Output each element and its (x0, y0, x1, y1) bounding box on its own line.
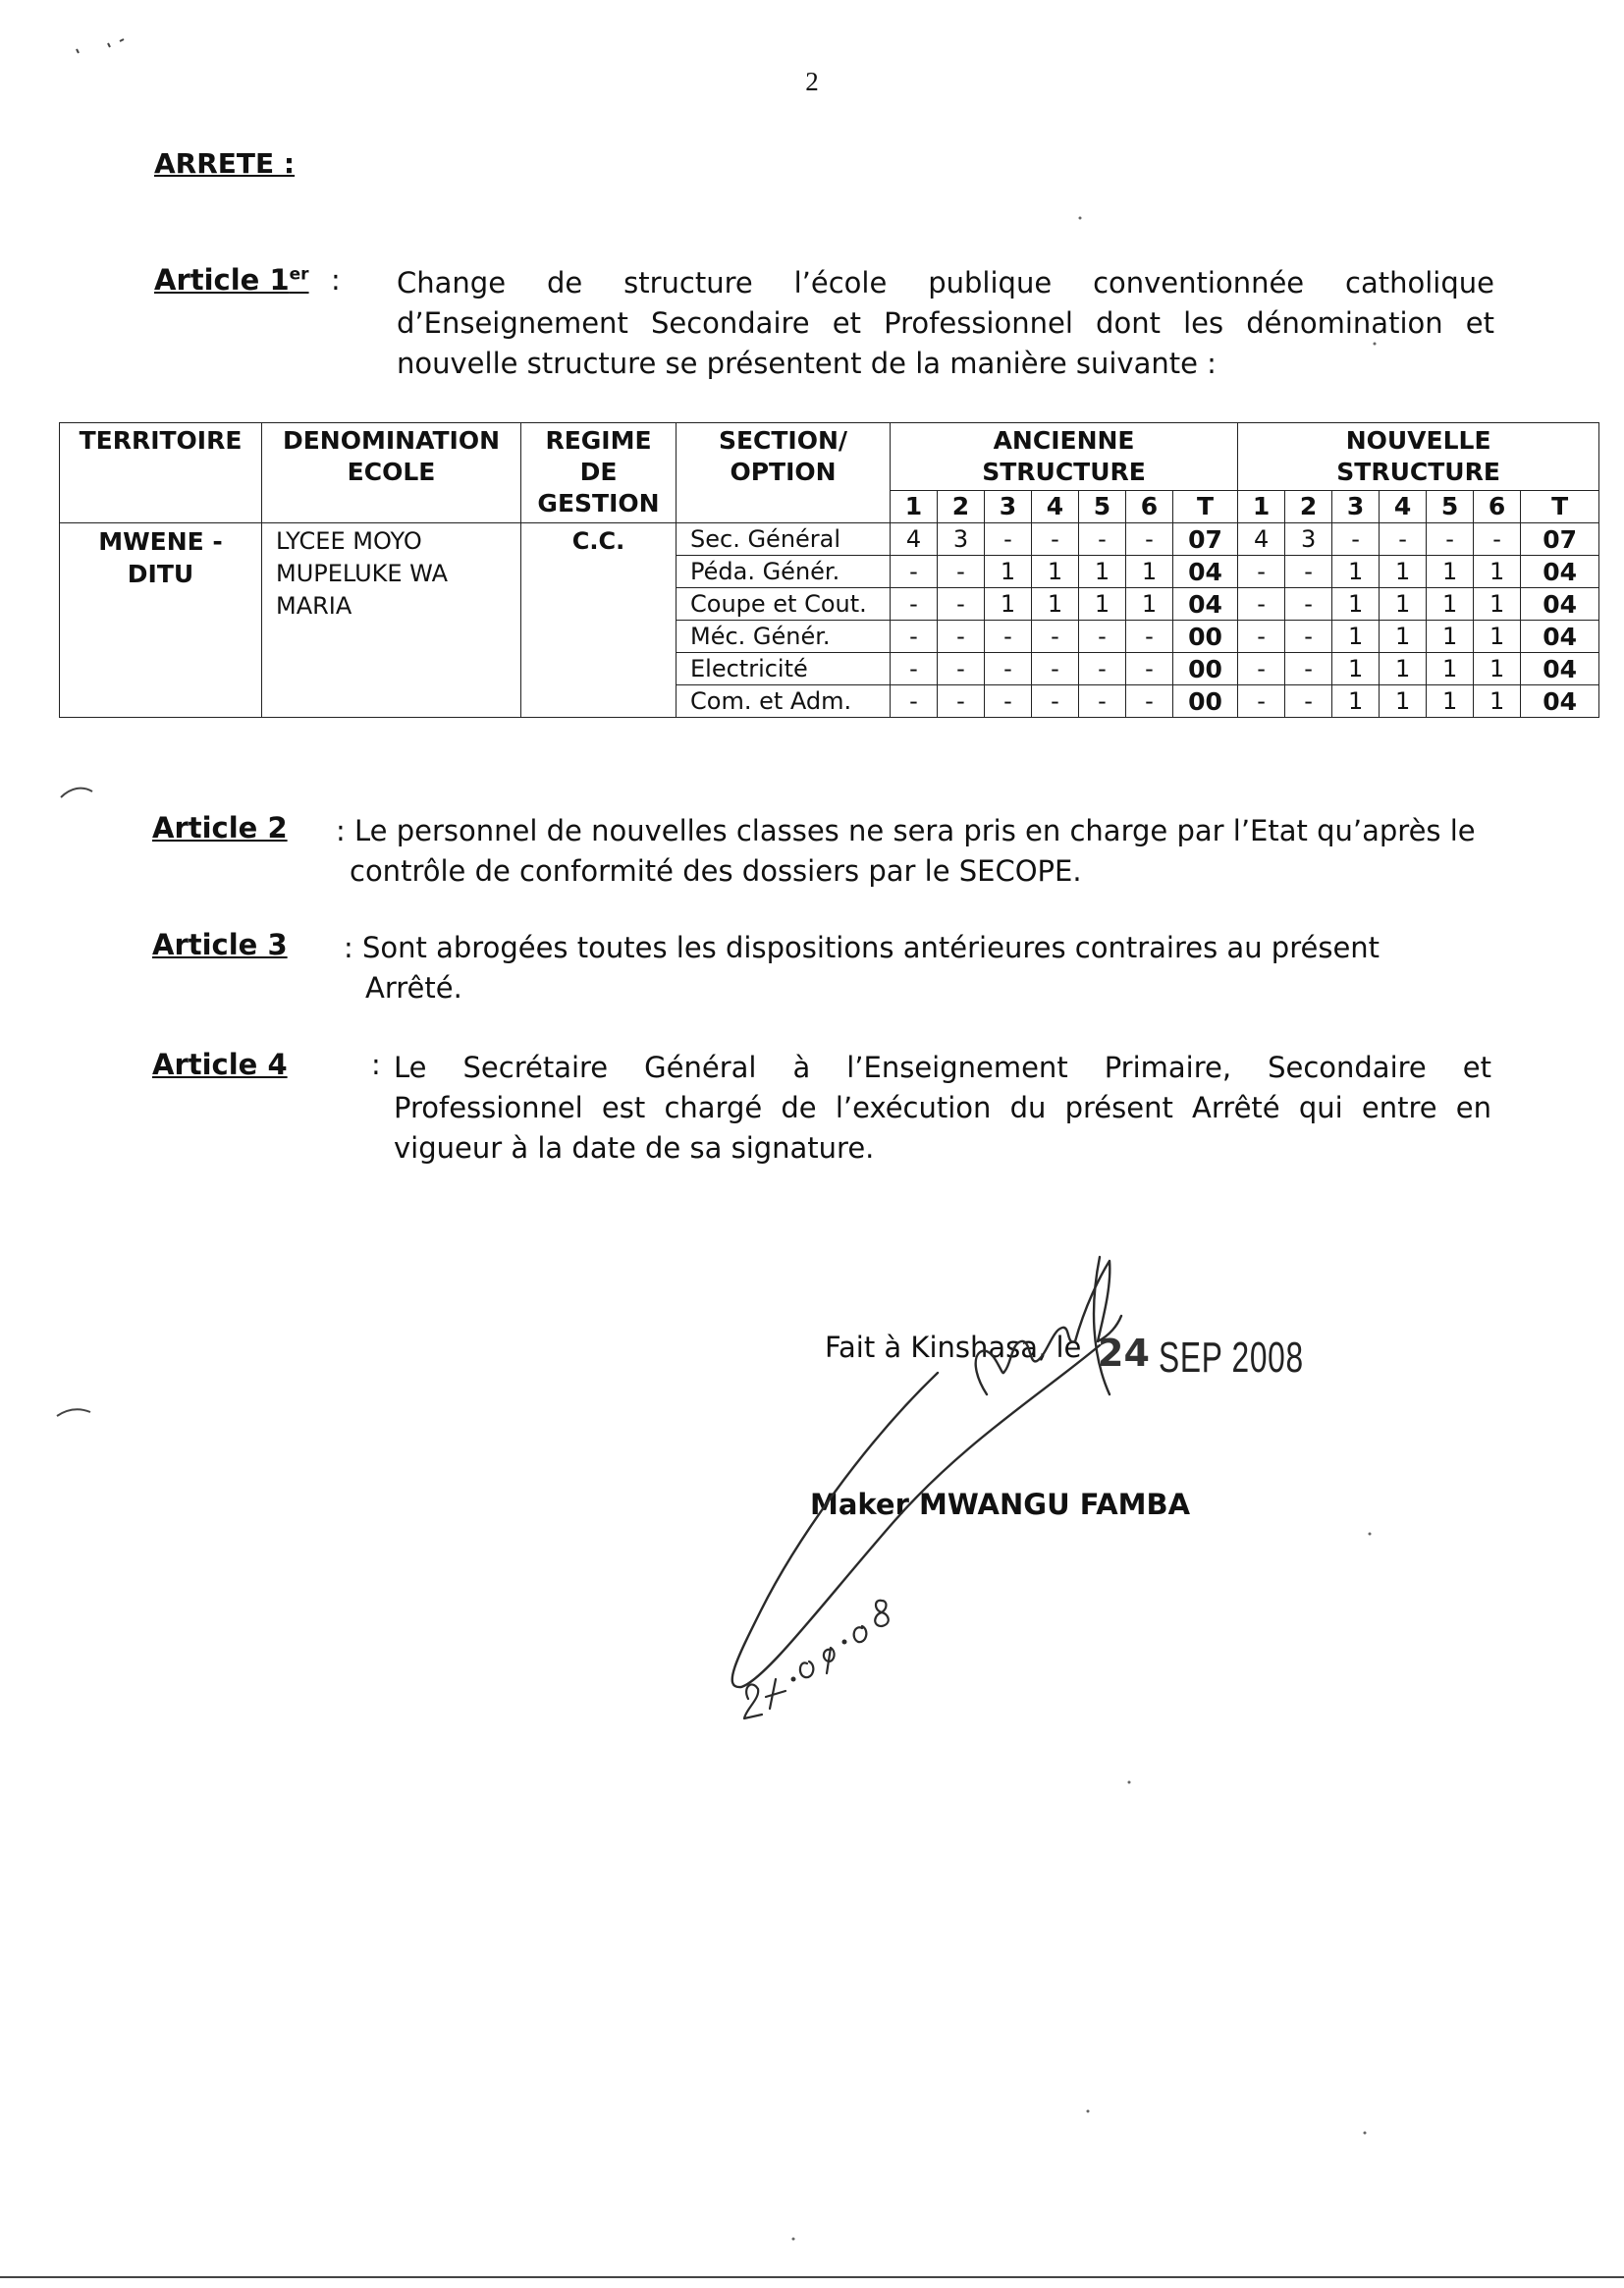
subheader-cell: 6 (1474, 491, 1521, 523)
ancienne-cell: - (1126, 653, 1173, 685)
subheader-cell: 5 (1079, 491, 1126, 523)
ancienne-cell: - (938, 685, 985, 718)
signer-name: Maker MWANGU FAMBA (810, 1488, 1191, 1521)
cell-section: Sec. Général (677, 523, 891, 556)
nouvelle-cell: - (1238, 556, 1285, 588)
nouvelle-cell: 1 (1380, 653, 1427, 685)
subheader-cell: 1 (1238, 491, 1285, 523)
ancienne-cell: - (1079, 685, 1126, 718)
nouvelle-cell: 1 (1474, 588, 1521, 621)
ancienne-cell: - (938, 653, 985, 685)
nouvelle-cell: - (1238, 621, 1285, 653)
nouvelle-cell: 3 (1285, 523, 1332, 556)
ancienne-cell: 1 (1126, 588, 1173, 621)
ancienne-cell: - (938, 588, 985, 621)
cell-section: Coupe et Cout. (677, 588, 891, 621)
subheader-cell: 5 (1427, 491, 1474, 523)
subheader-cell: 3 (985, 491, 1032, 523)
nouvelle-cell: 1 (1427, 653, 1474, 685)
cell-ecole: LYCEE MOYO MUPELUKE WA MARIA (262, 523, 521, 718)
ancienne-cell: 1 (1032, 556, 1079, 588)
cell-section: Péda. Génér. (677, 556, 891, 588)
ancienne-cell: - (1079, 523, 1126, 556)
nouvelle-cell: - (1380, 523, 1427, 556)
article-1-line: d’Enseignement Secondaire et Professionnel dont les dénomination et (397, 306, 1494, 340)
table-header-row (60, 423, 1599, 491)
cell-regime: C.C. (521, 523, 677, 718)
table-body (60, 523, 1599, 718)
nouvelle-cell: 1 (1380, 556, 1427, 588)
nouvelle-cell: - (1285, 685, 1332, 718)
cell-section: Electricité (677, 653, 891, 685)
nouvelle-cell: - (1285, 653, 1332, 685)
handwritten-signature (687, 1247, 1218, 1758)
subheader-cell: T (1173, 491, 1238, 523)
article-2-title: Article 2 (152, 811, 288, 844)
header-nouvelle-structure: NOUVELLE STRUCTURE (1238, 423, 1599, 491)
nouvelle-cell: 04 (1521, 653, 1599, 685)
article-2-line: : Le personnel de nouvelles classes ne sera pris en charge par l’Etat qu’après le (336, 814, 1476, 847)
nouvelle-cell: 1 (1332, 653, 1380, 685)
article-3-line: : Sont abrogées toutes les dispositions antérieures contraires au présent (344, 931, 1380, 964)
ancienne-cell: - (1126, 523, 1173, 556)
nouvelle-cell: 1 (1332, 588, 1380, 621)
nouvelle-cell: 1 (1332, 685, 1380, 718)
ancienne-cell: - (985, 523, 1032, 556)
article-4-line: Le Secrétaire Général à l’Enseignement Primaire, Secondaire et (394, 1051, 1491, 1084)
header-ancienne-structure: ANCIENNE STRUCTURE (891, 423, 1238, 491)
subheader-cell: T (1521, 491, 1599, 523)
nouvelle-cell: 1 (1332, 621, 1380, 653)
ancienne-cell: - (891, 685, 938, 718)
ancienne-cell: 04 (1173, 556, 1238, 588)
article-4-line: vigueur à la date de sa signature. (394, 1131, 875, 1165)
header-territoire: TERRITOIRE (60, 423, 262, 523)
nouvelle-cell: - (1238, 588, 1285, 621)
subheader-cell: 4 (1380, 491, 1427, 523)
article-1-line: nouvelle structure se présentent de la manière suivante : (397, 347, 1217, 380)
heading-arrete: ARRETE : (154, 147, 296, 180)
subheader-cell: 2 (1285, 491, 1332, 523)
ancienne-cell: - (891, 588, 938, 621)
nouvelle-cell: - (1332, 523, 1380, 556)
nouvelle-cell: 1 (1427, 621, 1474, 653)
subheader-cell: 4 (1032, 491, 1079, 523)
nouvelle-cell: 1 (1380, 588, 1427, 621)
nouvelle-cell: - (1285, 556, 1332, 588)
ancienne-cell: - (1032, 621, 1079, 653)
ancienne-cell: - (1032, 685, 1079, 718)
ancienne-cell: 00 (1173, 621, 1238, 653)
subheader-cell: 3 (1332, 491, 1380, 523)
page-number: 2 (805, 67, 819, 96)
ancienne-cell: - (1079, 653, 1126, 685)
cell-territoire: MWENE - DITU (60, 523, 262, 718)
subheader-cell: 1 (891, 491, 938, 523)
nouvelle-cell: 07 (1521, 523, 1599, 556)
ancienne-cell: 1 (1032, 588, 1079, 621)
nouvelle-cell: 04 (1521, 621, 1599, 653)
ancienne-cell: - (938, 621, 985, 653)
article-1-colon: : (331, 263, 341, 297)
cell-section: Com. et Adm. (677, 685, 891, 718)
nouvelle-cell: 1 (1474, 653, 1521, 685)
table-row (60, 523, 1599, 556)
article-1-text (397, 263, 1494, 384)
nouvelle-cell: 4 (1238, 523, 1285, 556)
nouvelle-cell: 04 (1521, 685, 1599, 718)
nouvelle-cell: 1 (1474, 685, 1521, 718)
article-3-title: Article 3 (152, 928, 288, 961)
article-3-line: Arrêté. (365, 971, 462, 1005)
nouvelle-cell: 1 (1427, 685, 1474, 718)
nouvelle-cell: - (1238, 685, 1285, 718)
header-section: SECTION/ OPTION (677, 423, 891, 523)
ancienne-cell: 3 (938, 523, 985, 556)
ancienne-cell: 00 (1173, 685, 1238, 718)
ancienne-cell: 4 (891, 523, 938, 556)
article-2-line: contrôle de conformité des dossiers par le SECOPE. (350, 854, 1082, 888)
ancienne-cell: - (1032, 523, 1079, 556)
nouvelle-cell: 1 (1474, 556, 1521, 588)
ancienne-cell: 07 (1173, 523, 1238, 556)
article-2-text (336, 811, 1494, 892)
ancienne-cell: - (891, 556, 938, 588)
nouvelle-cell: 1 (1380, 621, 1427, 653)
ancienne-cell: - (891, 653, 938, 685)
subheader-cell: 6 (1126, 491, 1173, 523)
ancienne-cell: 00 (1173, 653, 1238, 685)
nouvelle-cell: 1 (1427, 588, 1474, 621)
ancienne-cell: 04 (1173, 588, 1238, 621)
ancienne-cell: 1 (985, 588, 1032, 621)
ancienne-cell: - (985, 653, 1032, 685)
place-and-date-label: Fait à Kinshasa, le (825, 1331, 1082, 1364)
ancienne-cell: - (938, 556, 985, 588)
nouvelle-cell: 1 (1380, 685, 1427, 718)
bottom-rule (0, 2276, 1624, 2278)
article-1-line: Change de structure l’école publique conventionnée catholique (397, 266, 1494, 300)
date-day-stamp: 24 (1098, 1332, 1150, 1375)
ancienne-cell: 1 (1079, 556, 1126, 588)
article-1-title: Article 1er (154, 263, 309, 297)
header-denomination: DENOMINATION ECOLE (262, 423, 521, 523)
ancienne-cell: 1 (1079, 588, 1126, 621)
article-4-text (394, 1048, 1491, 1169)
article-4-line: Professionnel est chargé de l’exécution du présent Arrêté qui entre en (394, 1091, 1491, 1124)
article-4-colon: : (371, 1048, 381, 1081)
ancienne-cell: - (1126, 685, 1173, 718)
article-4-title: Article 4 (152, 1048, 288, 1081)
ancienne-cell: - (1126, 621, 1173, 653)
nouvelle-cell: 1 (1427, 556, 1474, 588)
nouvelle-cell: 1 (1332, 556, 1380, 588)
nouvelle-cell: - (1285, 621, 1332, 653)
ancienne-cell: 1 (1126, 556, 1173, 588)
ancienne-cell: - (985, 685, 1032, 718)
date-stamp: SEP 2008 (1159, 1334, 1304, 1382)
article-3-text (344, 928, 1483, 1008)
ancienne-cell: - (985, 621, 1032, 653)
ancienne-cell: 1 (985, 556, 1032, 588)
ancienne-cell: - (891, 621, 938, 653)
nouvelle-cell: - (1238, 653, 1285, 685)
ancienne-cell: - (1032, 653, 1079, 685)
article-1-label (154, 263, 309, 297)
nouvelle-cell: 04 (1521, 556, 1599, 588)
nouvelle-cell: 04 (1521, 588, 1599, 621)
nouvelle-cell: - (1427, 523, 1474, 556)
nouvelle-cell: - (1285, 588, 1332, 621)
subheader-cell: 2 (938, 491, 985, 523)
cell-section: Méc. Génér. (677, 621, 891, 653)
structure-table (59, 422, 1599, 718)
ancienne-cell: - (1079, 621, 1126, 653)
header-regime: REGIME DE GESTION (521, 423, 677, 523)
nouvelle-cell: - (1474, 523, 1521, 556)
nouvelle-cell: 1 (1474, 621, 1521, 653)
